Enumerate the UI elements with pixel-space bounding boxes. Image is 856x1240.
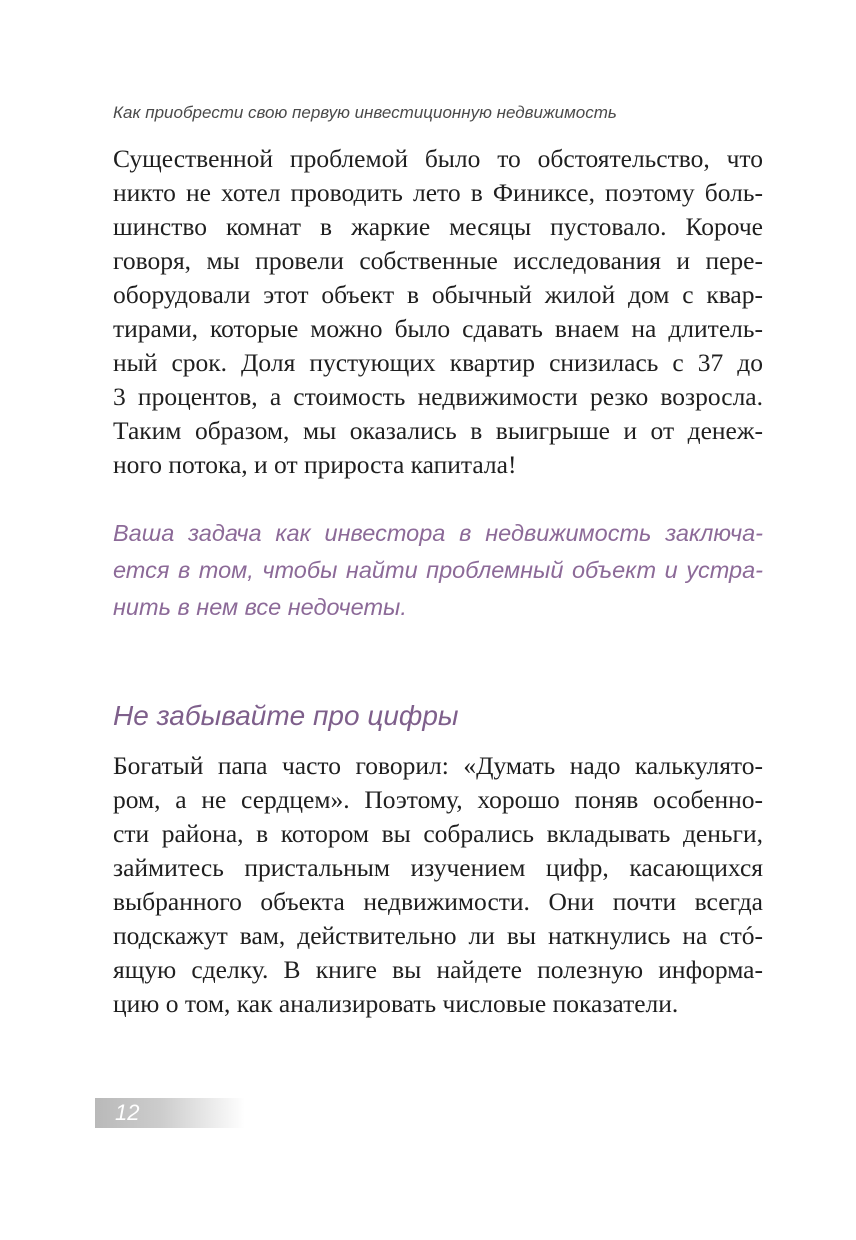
paragraph-1-line: никто не хотел проводить лето в Финиксе, поэтому боль- [113, 178, 763, 207]
running-header: Как приобрести свою первую инвестиционную недвижимость [113, 103, 617, 122]
paragraph-1 [113, 142, 763, 482]
paragraph-2-line: займитесь пристальным изучением цифр, касающихся [113, 853, 763, 882]
callout-line: Ваша задача как инвестора в недвижимость заключа- [113, 520, 763, 546]
section-heading: Не забывайте про цифры [113, 700, 459, 731]
page-number: 12 [115, 1100, 140, 1125]
paragraph-1-line: оборудовали этот объект в обычный жилой дом с квар- [113, 280, 763, 309]
paragraph-1-line: Существенной проблемой было то обстоятельство, что [113, 144, 763, 173]
page-number-bar [95, 1098, 245, 1128]
paragraph-2-line: выбранного объекта недвижимости. Они почти всегда [113, 887, 763, 916]
paragraph-1-line: 3 процентов, а стоимость недвижимости резко возросла. [113, 382, 763, 411]
paragraph-2-line: Богатый папа часто говорил: «Думать надо калькулято- [113, 751, 763, 780]
paragraph-2-line: подскажут вам, действительно ли вы наткнулись на стó- [113, 921, 763, 950]
callout-line: ется в том, чтобы найти проблемный объект и устра- [113, 557, 763, 583]
paragraph-2-line: ящую сделку. В книге вы найдете полезную информа- [113, 955, 763, 984]
paragraph-1-line: Таким образом, мы оказались в выигрыше и от денеж- [113, 416, 763, 445]
paragraph-1-line: шинство комнат в жаркие месяцы пустовало. Короче [113, 212, 763, 241]
paragraph-2-line: ром, а не сердцем». Поэтому, хорошо поняв особенно- [113, 785, 763, 814]
paragraph-1-line: ный срок. Доля пустующих квартир снизилась с 37 до [113, 348, 763, 377]
paragraph-2-line: цию о том, как анализировать числовые показатели. [113, 989, 679, 1018]
paragraph-1-line: говоря, мы провели собственные исследования и пере- [113, 246, 763, 275]
callout-quote [113, 515, 763, 626]
paragraph-1-line: ного потока, и от прироста капитала! [113, 450, 517, 479]
paragraph-2-line: сти района, в котором вы собрались вкладывать деньги, [113, 819, 763, 848]
paragraph-2 [113, 749, 763, 1021]
callout-line: нить в нем все недочеты. [113, 594, 407, 620]
paragraph-1-line: тирами, которые можно было сдавать внаем на длитель- [113, 314, 763, 343]
